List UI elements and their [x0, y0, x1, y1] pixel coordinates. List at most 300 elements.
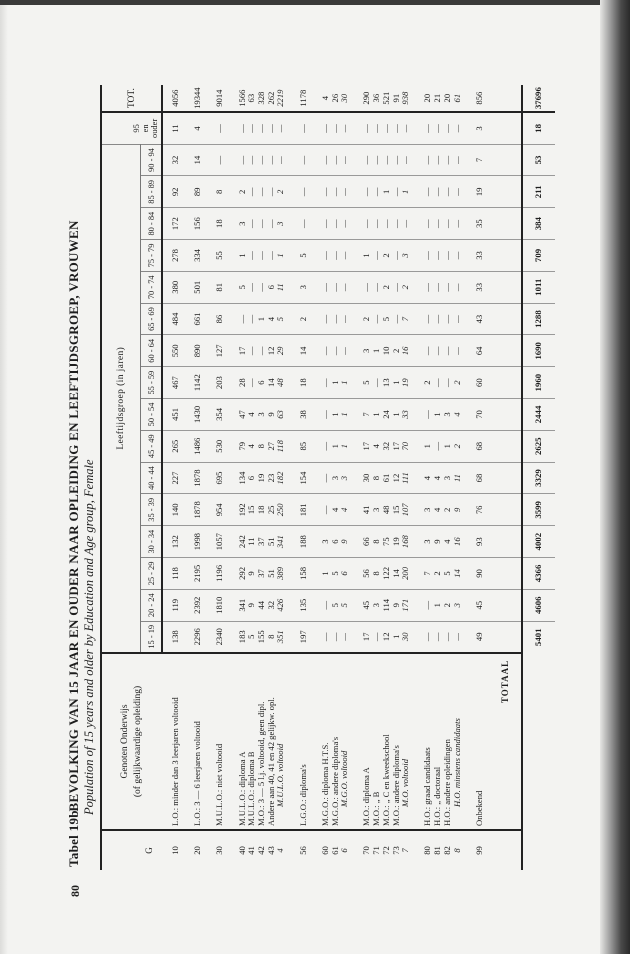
- row-value: 1: [276, 240, 286, 272]
- row-value: 2: [401, 271, 411, 303]
- row-value: —: [443, 303, 453, 335]
- row-value: —: [267, 144, 277, 176]
- row-value: 5: [340, 589, 350, 621]
- row-value: 4: [372, 430, 382, 462]
- row-value: 1998: [181, 526, 203, 558]
- row-total: 4056: [162, 85, 181, 112]
- row-value: —: [411, 112, 433, 144]
- row-value: —: [276, 112, 286, 144]
- row-value: —: [443, 335, 453, 367]
- row-value: 49: [473, 632, 484, 642]
- row-value: —: [203, 144, 225, 176]
- row-value: —: [392, 271, 402, 303]
- row-value: —: [331, 240, 341, 272]
- row-value: 1: [331, 367, 341, 399]
- row-value: 33: [401, 399, 411, 431]
- row-value: —: [308, 430, 330, 462]
- row-value: —: [247, 176, 257, 208]
- row-value: —: [308, 112, 330, 144]
- row-value: —: [382, 208, 392, 240]
- row-value: 70: [462, 399, 484, 431]
- row-code: 6: [340, 830, 350, 870]
- row-value: —: [453, 335, 463, 367]
- row-label: M.O.: 3 — 5 l.j. voltooid, geen dipl.: [257, 653, 267, 830]
- totals-value: 4606: [522, 589, 555, 621]
- row-value: 3: [411, 526, 433, 558]
- row-value: —: [257, 112, 267, 144]
- row-value: 8: [257, 430, 267, 462]
- row-value: 2: [286, 303, 308, 335]
- row-label: M.O.: „ B: [372, 653, 382, 830]
- row-value: —: [340, 208, 350, 240]
- row-value: 380: [162, 271, 181, 303]
- row-value: —: [451, 632, 462, 641]
- row-label: M.O.: andere diploma's: [392, 653, 402, 830]
- row-value: 695: [203, 462, 225, 494]
- row-value: 5: [350, 367, 372, 399]
- row-value: 5: [286, 240, 308, 272]
- row-value: 43: [462, 303, 484, 335]
- totals-label: TOTAAL: [484, 653, 522, 830]
- row-value: 168: [401, 526, 411, 558]
- row-value: —: [443, 367, 453, 399]
- table-row: [286, 85, 308, 870]
- header-education-line1: Genoten Onderwijs: [120, 704, 130, 779]
- row-value: —: [392, 112, 402, 144]
- row-value: —: [267, 112, 277, 144]
- row-value: 3: [350, 335, 372, 367]
- row-label: M.U.L.O.: niet voltooid: [203, 653, 225, 830]
- row-value: 11: [162, 112, 181, 144]
- row-value: —: [411, 589, 433, 621]
- row-value: —: [453, 208, 463, 240]
- row-value: 4: [433, 494, 443, 526]
- row-value: 2: [382, 240, 392, 272]
- row-value: 90: [462, 558, 484, 590]
- header-age-35-39: 35 - 39: [141, 494, 163, 526]
- row-value: 44: [257, 589, 267, 621]
- row-value: 183: [236, 630, 247, 644]
- row-label: M.U.L.O.: diploma A: [225, 653, 247, 830]
- row-value: 118: [162, 558, 181, 590]
- row-value: 33: [462, 271, 484, 303]
- row-value: 32: [162, 144, 181, 176]
- header-age-55-59: 55 - 59: [141, 367, 163, 399]
- row-value: —: [331, 176, 341, 208]
- row-value: 18: [286, 367, 308, 399]
- row-value: 265: [162, 430, 181, 462]
- row-total: 20: [411, 85, 433, 112]
- row-value: 1486: [181, 430, 203, 462]
- row-value: —: [371, 632, 382, 642]
- row-value: 18: [203, 208, 225, 240]
- row-value: 2: [443, 494, 453, 526]
- row-code: 80: [411, 830, 433, 870]
- row-value: 2296: [192, 628, 203, 646]
- row-value: —: [331, 271, 341, 303]
- totals-value: 3599: [522, 494, 555, 526]
- row-value: —: [411, 271, 433, 303]
- header-education: [101, 653, 162, 830]
- row-value: 501: [181, 271, 203, 303]
- header-age-15-19: 15 - 19: [141, 621, 163, 653]
- row-value: 890: [181, 335, 203, 367]
- row-value: —: [392, 208, 402, 240]
- row-total: 61: [453, 85, 463, 112]
- row-value: 250: [276, 494, 286, 526]
- row-value: 79: [225, 430, 247, 462]
- row-value: 9: [433, 526, 443, 558]
- row-value: 33: [462, 240, 484, 272]
- scan-edge-left: [0, 0, 8, 954]
- row-value: 9: [453, 494, 463, 526]
- row-value: 23: [267, 462, 277, 494]
- row-value: —: [433, 176, 443, 208]
- row-value: —: [422, 632, 433, 642]
- totals-value: 2444: [522, 399, 555, 431]
- row-value: —: [286, 208, 308, 240]
- row-value: —: [433, 271, 443, 303]
- education-age-table: [100, 85, 555, 870]
- row-label: H.O.: andere opleidingen: [443, 653, 453, 830]
- row-value: 1: [433, 589, 443, 621]
- row-value: 5: [443, 558, 453, 590]
- table-body: [162, 85, 555, 870]
- row-value: —: [203, 112, 225, 144]
- header-age-95-plus: [101, 112, 162, 144]
- row-value: 9: [392, 589, 402, 621]
- row-value: 70: [401, 430, 411, 462]
- row-value: 7: [401, 303, 411, 335]
- row-value: —: [308, 367, 330, 399]
- row-value: —: [286, 144, 308, 176]
- totals-spacer: [484, 240, 522, 272]
- row-value: 6: [340, 558, 350, 590]
- row-value: —: [372, 208, 382, 240]
- row-value: —: [372, 367, 382, 399]
- row-value: 29: [276, 335, 286, 367]
- row-value: —: [433, 303, 443, 335]
- row-value: 3: [257, 399, 267, 431]
- row-code: 8: [453, 830, 463, 870]
- row-value: 6: [247, 462, 257, 494]
- row-value: 5: [225, 271, 247, 303]
- row-value: 7: [350, 399, 372, 431]
- row-value: —: [372, 144, 382, 176]
- row-value: —: [257, 176, 267, 208]
- row-total: 63: [247, 85, 257, 112]
- row-value: 1: [382, 176, 392, 208]
- row-value: 8: [372, 526, 382, 558]
- totals-value: 709: [522, 240, 555, 272]
- row-value: 66: [350, 526, 372, 558]
- table-row: [181, 85, 203, 870]
- row-value: 3: [340, 462, 350, 494]
- row-value: 192: [225, 494, 247, 526]
- row-code: 20: [181, 830, 203, 870]
- row-value: —: [276, 144, 286, 176]
- row-value: 68: [462, 462, 484, 494]
- row-value: —: [372, 271, 382, 303]
- row-value: 14: [181, 144, 203, 176]
- row-value: —: [247, 208, 257, 240]
- row-label: L.O.: 3 — 6 leerjaren voltooid: [181, 653, 203, 830]
- row-value: 14: [267, 367, 277, 399]
- row-value: 1: [331, 399, 341, 431]
- row-value: 3: [443, 399, 453, 431]
- header-age-75-79: 75 - 79: [141, 240, 163, 272]
- row-value: 132: [162, 526, 181, 558]
- row-value: 48: [276, 367, 286, 399]
- row-value: —: [308, 399, 330, 431]
- row-value: 6: [331, 526, 341, 558]
- row-value: 1878: [181, 462, 203, 494]
- row-value: —: [411, 240, 433, 272]
- row-value: 3: [372, 589, 382, 621]
- row-value: 16: [453, 526, 463, 558]
- row-value: —: [340, 303, 350, 335]
- row-value: 30: [400, 632, 411, 642]
- row-value: 5: [246, 634, 257, 639]
- row-value: 14: [453, 558, 463, 590]
- row-value: —: [443, 112, 453, 144]
- row-code: 61: [331, 830, 341, 870]
- header-age-50-54: 50 - 54: [141, 399, 163, 431]
- row-value: 3: [453, 589, 463, 621]
- row-value: 85: [286, 430, 308, 462]
- row-value: 156: [181, 208, 203, 240]
- table-row: [276, 85, 286, 870]
- row-value: —: [340, 176, 350, 208]
- row-value: 7: [411, 558, 433, 590]
- row-label: H.O.: graad candidaats: [411, 653, 433, 830]
- row-value: —: [267, 240, 277, 272]
- row-value: —: [433, 430, 443, 462]
- row-code: 56: [286, 830, 308, 870]
- row-value: —: [308, 335, 330, 367]
- row-value: 64: [462, 335, 484, 367]
- row-value: 76: [462, 494, 484, 526]
- row-label: L.O.: minder dan 3 leerjaren voltooid: [162, 653, 181, 830]
- row-value: 14: [392, 558, 402, 590]
- row-value: 45: [462, 589, 484, 621]
- row-value: 8: [265, 634, 276, 639]
- row-value: 467: [162, 367, 181, 399]
- header-age-40-44: 40 - 44: [141, 462, 163, 494]
- row-value: —: [443, 240, 453, 272]
- row-value: 154: [286, 462, 308, 494]
- rotated-page-content: [60, 75, 600, 905]
- row-value: 15: [392, 494, 402, 526]
- row-value: 354: [203, 399, 225, 431]
- row-value: —: [308, 303, 330, 335]
- row-value: 114: [382, 589, 392, 621]
- row-value: 4: [443, 526, 453, 558]
- row-value: —: [308, 240, 330, 272]
- table-number: Tabel 19b: [66, 810, 81, 867]
- row-value: 2: [276, 176, 286, 208]
- header-age-en: en: [141, 124, 150, 133]
- totals-value: 4366: [522, 558, 555, 590]
- row-value: —: [411, 176, 433, 208]
- row-value: 2: [433, 558, 443, 590]
- row-value: 1: [340, 399, 350, 431]
- row-value: 119: [162, 589, 181, 621]
- row-value: 51: [267, 558, 277, 590]
- row-value: 172: [162, 208, 181, 240]
- header-total: TOT.: [101, 85, 162, 112]
- row-value: 93: [462, 526, 484, 558]
- row-value: 19: [401, 367, 411, 399]
- row-label: Onbekend: [462, 653, 484, 830]
- row-value: 60: [462, 367, 484, 399]
- row-value: —: [392, 176, 402, 208]
- row-value: —: [411, 144, 433, 176]
- totals-code-empty: [484, 830, 522, 870]
- row-value: 2340: [214, 628, 225, 646]
- row-value: 2392: [181, 589, 203, 621]
- row-label: M.O. voltooid: [401, 653, 411, 830]
- totals-spacer: [484, 430, 522, 462]
- row-value: 14: [286, 335, 308, 367]
- row-total: 36: [372, 85, 382, 112]
- row-value: 1: [390, 634, 401, 639]
- totals-spacer: [484, 494, 522, 526]
- row-value: 484: [162, 303, 181, 335]
- row-value: 1: [372, 399, 382, 431]
- row-code: 99: [462, 830, 484, 870]
- row-value: 3: [286, 271, 308, 303]
- row-value: —: [443, 144, 453, 176]
- row-value: 17: [350, 430, 372, 462]
- row-value: —: [401, 144, 411, 176]
- row-value: —: [392, 303, 402, 335]
- header-age-25-29: 25 - 29: [141, 558, 163, 590]
- row-value: —: [411, 335, 433, 367]
- totals-spacer: [484, 112, 522, 144]
- row-value: 1: [340, 430, 350, 462]
- row-value: —: [308, 144, 330, 176]
- row-total: 26: [331, 85, 341, 112]
- row-value: —: [392, 144, 402, 176]
- row-value: 3: [331, 462, 341, 494]
- row-value: 81: [203, 271, 225, 303]
- table-row: [411, 85, 433, 870]
- header-age-80-84: 80 - 84: [141, 208, 163, 240]
- row-value: —: [331, 144, 341, 176]
- row-code: 70: [350, 830, 372, 870]
- row-value: —: [372, 112, 382, 144]
- row-value: 4: [247, 430, 257, 462]
- row-value: —: [257, 271, 267, 303]
- row-value: 140: [162, 494, 181, 526]
- row-value: —: [331, 303, 341, 335]
- row-code: 82: [443, 830, 453, 870]
- row-value: —: [453, 240, 463, 272]
- row-total: 4: [308, 85, 330, 112]
- row-value: 55: [203, 240, 225, 272]
- row-value: —: [257, 335, 267, 367]
- row-value: 341: [276, 526, 286, 558]
- row-value: 530: [203, 430, 225, 462]
- totals-value: 2625: [522, 430, 555, 462]
- row-value: —: [411, 303, 433, 335]
- row-value: 122: [382, 558, 392, 590]
- row-total: 91: [392, 85, 402, 112]
- row-label: H.O.: „ doctoraal: [433, 653, 443, 830]
- row-value: —: [453, 112, 463, 144]
- row-value: 24: [382, 399, 392, 431]
- totals-spacer: [484, 462, 522, 494]
- row-total: 30: [340, 85, 350, 112]
- row-value: 1: [392, 367, 402, 399]
- row-value: 45: [350, 589, 372, 621]
- row-value: 5: [331, 558, 341, 590]
- header-age-45-49: 45 - 49: [141, 430, 163, 462]
- totals-value: 5401: [533, 628, 544, 647]
- row-value: —: [411, 208, 433, 240]
- row-value: 12: [392, 462, 402, 494]
- row-value: 2: [453, 367, 463, 399]
- totals-spacer: [484, 144, 522, 176]
- row-value: 1878: [181, 494, 203, 526]
- row-value: 1: [350, 240, 372, 272]
- row-value: 6: [257, 367, 267, 399]
- row-value: 38: [286, 399, 308, 431]
- row-value: 3: [276, 208, 286, 240]
- row-code: 40: [225, 830, 247, 870]
- row-value: —: [443, 208, 453, 240]
- row-value: 4: [247, 399, 257, 431]
- totals-spacer: [484, 621, 522, 653]
- row-value: 134: [225, 462, 247, 494]
- row-value: 1810: [203, 589, 225, 621]
- row-value: 3: [308, 526, 330, 558]
- row-value: 1: [257, 303, 267, 335]
- row-value: 7: [462, 144, 484, 176]
- row-value: —: [433, 208, 443, 240]
- row-value: 3: [225, 208, 247, 240]
- row-value: 127: [203, 335, 225, 367]
- row-value: —: [433, 367, 443, 399]
- row-value: 182: [276, 462, 286, 494]
- row-value: 242: [225, 526, 247, 558]
- row-value: 2: [350, 303, 372, 335]
- totals-value: 18: [522, 112, 555, 144]
- row-value: 1: [225, 240, 247, 272]
- row-value: —: [340, 335, 350, 367]
- totals-spacer: [484, 208, 522, 240]
- row-value: —: [331, 208, 341, 240]
- totals-spacer: [484, 303, 522, 335]
- row-value: 48: [382, 494, 392, 526]
- row-value: —: [441, 632, 452, 642]
- row-value: 19: [392, 526, 402, 558]
- row-value: —: [286, 112, 308, 144]
- row-value: 550: [162, 335, 181, 367]
- totals-spacer: [484, 85, 522, 112]
- row-value: —: [350, 176, 372, 208]
- row-value: 56: [350, 558, 372, 590]
- row-value: 12: [267, 335, 277, 367]
- row-value: 3: [443, 462, 453, 494]
- row-value: —: [411, 399, 433, 431]
- row-value: —: [443, 271, 453, 303]
- row-value: 2: [392, 335, 402, 367]
- table-row: [462, 85, 484, 870]
- row-value: 1: [392, 399, 402, 431]
- row-value: 155: [256, 630, 267, 644]
